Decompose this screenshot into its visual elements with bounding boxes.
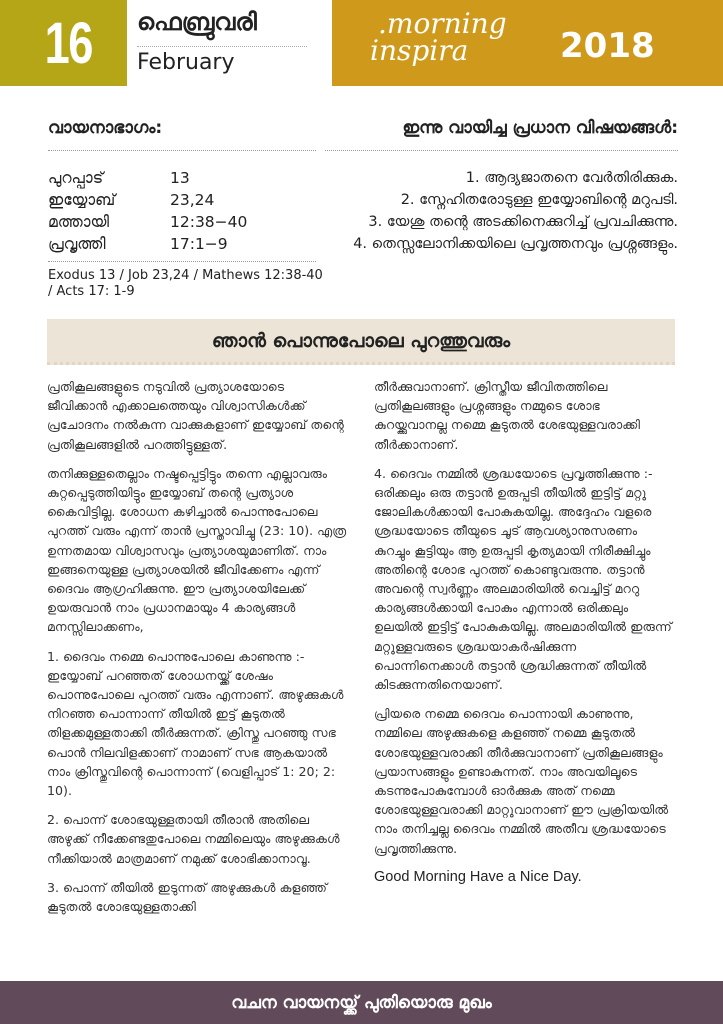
reading-ref: 12:38−40 bbox=[170, 213, 248, 231]
reading-book: ഇയ്യോബ് bbox=[48, 190, 116, 209]
reading-book: പുറപ്പാട് bbox=[48, 168, 104, 187]
reading-row bbox=[48, 189, 247, 211]
brand-logo-line2: inspira bbox=[370, 34, 469, 67]
reading-row bbox=[48, 167, 247, 189]
brand-logo-line1: .morning bbox=[378, 7, 507, 40]
topics-list bbox=[335, 167, 678, 255]
reading-english-refs: Exodus 13 / Job 23,24 / Mathews 12:38-40 / Acts 17: 1-9 bbox=[48, 268, 323, 299]
topics-section bbox=[335, 118, 678, 255]
topics-title: ഇന്നു വായിച്ച പ്രധാന വിഷയങ്ങൾ: bbox=[402, 118, 678, 138]
article-paragraph: 2. പൊന്ന് ശോഭയുള്ളതായി തീരാൻ അതിലെ അഴുക്ക് നീക്കേണ്ടതുപോലെ നമ്മിലെയും അഴുക്കുകൾ നീക്കിയാൽ മാത്രമാണ് നമുക്ക് ശോഭിക്കാനാവൂ. bbox=[47, 812, 340, 866]
day-number-text: 16 bbox=[44, 10, 93, 76]
reading-divider-bottom bbox=[48, 261, 316, 262]
brand-banner bbox=[332, 0, 723, 86]
article-paragraph: 4. ദൈവം നമ്മിൽ ശ്രദ്ധയോടെ പ്രവൃത്തിക്കുന്നു :- ഒരിക്കലും ഒരു തട്ടാൻ ഉരുപ്പടി തീയിൽ ഇട്ടിട്ട് മറ്റു ജോലികൾക്കായി പോകുകയില്ല. അദ്ദേഹം വളരെ ശ്രദ്ധയോടെ തീയുടെ ചൂട് ആവശ്യാനുസരണം കുറച്ചും കൂട്ടിയും ആ ഉരുപ്പടി കൃത്യമായി നിരീക്ഷിച്ചും അതിന്റെ ശോഭ പുറത്ത് കൊണ്ടുവരുന്നു. തട്ടാൻ അവന്റെ സ്വർണ്ണം അലമാരിയിൽ വെച്ചിട്ട് മററു കാര്യങ്ങൾക്കായി പോകും എന്നാൽ ഒരിക്കലും ഉലയിൽ ഇട്ടിട്ട് പോകുകയില്ല. അലമാരിയിൽ ഇരുന്ന് മറ്റുള്ളവരുടെ ശ്രദ്ധയാകർഷിക്കുന്ന പൊന്നിനെക്കാൾ തട്ടാൻ ശ്രദ്ധിക്കുന്നത് തീയിൽ കിടക്കുന്നതിനെയാണ്. bbox=[374, 465, 672, 693]
reading-section bbox=[48, 118, 323, 300]
topic-item: 1. ആദ്യജാതനെ വേർതിരിക്കുക. bbox=[465, 170, 678, 186]
article-paragraph: തീർക്കുവാനാണ്. ക്രിസ്തീയ ജീവിതത്തിലെ പ്രതികൂലങ്ങളും പ്രശ്നങ്ങളും നമ്മുടെ ശോഭ കുറയ്ക്കുവാനല്ല നമ്മെ കൂടുതൽ ശേഭയുള്ളവരാക്കി തീർക്കാനാണ്. bbox=[374, 379, 640, 452]
footer-banner: വചന വായനയ്ക്ക് പുതിയൊരു മുഖം bbox=[0, 981, 723, 1024]
reading-row bbox=[48, 233, 247, 255]
article-paragraph: പ്രതികൂലങ്ങളുടെ നടുവിൽ പ്രത്യാശയോടെ ജീവിക്കാൻ എക്കാലത്തെയും വിശ്വാസികൾക്ക് പ്രചോദനം നൽകുന്ന വാക്കുകളാണ് ഇയ്യോബ് തന്റെ പ്രതികൂലങ്ങളിൽ പറത്തിട്ടുള്ളത്. bbox=[47, 379, 344, 452]
article-paragraph: 1. ദൈവം നമ്മെ പൊന്നുപോലെ കാണുന്നു :- ഇയ്യോബ് പറഞ്ഞത് ശോധനയ്ക്ക് ശേഷം പൊന്നുപോലെ പുറത്ത് വരും എന്നാണ്. അഴുക്കുകൾ നിറഞ്ഞ പൊന്നാന്ന് തീയിൽ ഇട്ട് കൂടുതൽ തിളക്കമുള്ളതാക്കി തീർക്കുന്നത്. ക്രിസ്തു പറഞ്ഞു സഭ പൊൻ നിലവിളക്കാണ് നാമാണ് സഭ ആകയാൽ നാം ക്രിസ്തുവിന്റെ പൊന്നാന്ന് (വെളിപ്പാട് 1: 20; 2: 10). bbox=[47, 648, 344, 799]
article-paragraph: തനിക്കുള്ളതെല്ലാം നഷ്ടപ്പെട്ടിട്ടും തന്നെ എല്ലാവരും കുറ്റപ്പെടുത്തിയിട്ടും ഇയ്യോബ് തന്റെ പ്രത്യാശ കൈവിട്ടില്ല. ശോധന കഴിച്ചാൽ പൊന്നുപോലെ പുറത്ത് വരും എന്ന് താൻ പ്രസ്താവിച്ചു (23: 10). എത്ര ഉന്നതമായ വിശ്വാസവും പ്രത്യാശയുമാണിത്. നാം ഇങ്ങനെയുള്ള പ്രത്യാശയിൽ ജീവിക്കേണം എന്ന് ദൈവം ആഗ്രഹിക്കുന്നു. ഈ പ്രത്യാശയിലേക്ക് ഉയരുവാൻ നാം പ്രധാനമായും 4 കാര്യങ്ങൾ മനസ്സിലാക്കണം, bbox=[47, 465, 347, 635]
article-title: ഞാൻ പൊന്നുപോലെ പുറത്തുവരും bbox=[47, 319, 675, 365]
month-english: February bbox=[137, 50, 235, 75]
reading-book: മത്തായി bbox=[48, 212, 110, 231]
topics-divider bbox=[325, 150, 678, 151]
reading-ref: 13 bbox=[170, 169, 190, 187]
reading-title: വായനാഭാഗം: bbox=[48, 118, 163, 138]
topic-item: 3. യേശു തന്റെ അടക്കിനെക്കുറിച്ച് പ്രവചിക്കുന്നു. bbox=[368, 214, 678, 230]
page-header bbox=[0, 0, 723, 86]
closing-greeting: Good Morning Have a Nice Day. bbox=[374, 868, 582, 885]
month-divider bbox=[137, 46, 307, 47]
reading-table bbox=[48, 167, 247, 255]
month-malayalam: ഫെബ്രുവരി bbox=[137, 8, 257, 36]
reading-book: പ്രവൃത്തി bbox=[48, 234, 106, 253]
day-number bbox=[0, 0, 127, 86]
topic-item: 4. തെസ്സലോനിക്കയിലെ പ്രവൃത്തനവും പ്രശ്നങ്ങളും. bbox=[353, 236, 678, 252]
brand-year: 2018 bbox=[560, 26, 655, 66]
reading-ref: 17:1−9 bbox=[170, 235, 228, 253]
reading-row bbox=[48, 211, 247, 233]
article-paragraph: പ്രിയരെ നമ്മെ ദൈവം പൊന്നായി കാണുന്നു, നമ്മിലെ അഴുക്കുകളെ കളഞ്ഞ് നമ്മെ കൂടുതൽ ശോഭയുള്ളവരാക്കി തീർക്കുവാനാണ് പ്രതികൂലങ്ങളും പ്രയാസങ്ങളും ഉണ്ടാകുന്നത്. നാം അവയിലൂടെ കടന്നുപോകുമ്പോൾ ഓർക്കുക അത് നമ്മെ ശോഭയുള്ളവരാക്കി മാറ്റുവാനാണ് ഈ പ്രക്രിയയിൽ നാം തനിച്ചല്ല ദൈവം നമ്മിൽ അതീവ ശ്രദ്ധയോടെ പ്രവൃത്തിക്കുന്നു. bbox=[374, 706, 669, 856]
reading-divider-top bbox=[48, 150, 316, 151]
article-column-left bbox=[47, 377, 347, 926]
reading-ref: 23,24 bbox=[170, 191, 215, 209]
article-paragraph: 3. പൊന്ന് തീയിൽ ഇടുന്നത് അഴുക്കുകൾ കളഞ്ഞ് കൂടുതൽ ശോഭയുള്ളതാക്കി bbox=[47, 879, 328, 915]
brand-logo bbox=[370, 7, 507, 67]
article-column-right bbox=[374, 377, 674, 887]
topic-item: 2. സ്നേഹിതരോടുള്ള ഇയ്യോബിന്റെ മറുപടി. bbox=[400, 192, 678, 208]
